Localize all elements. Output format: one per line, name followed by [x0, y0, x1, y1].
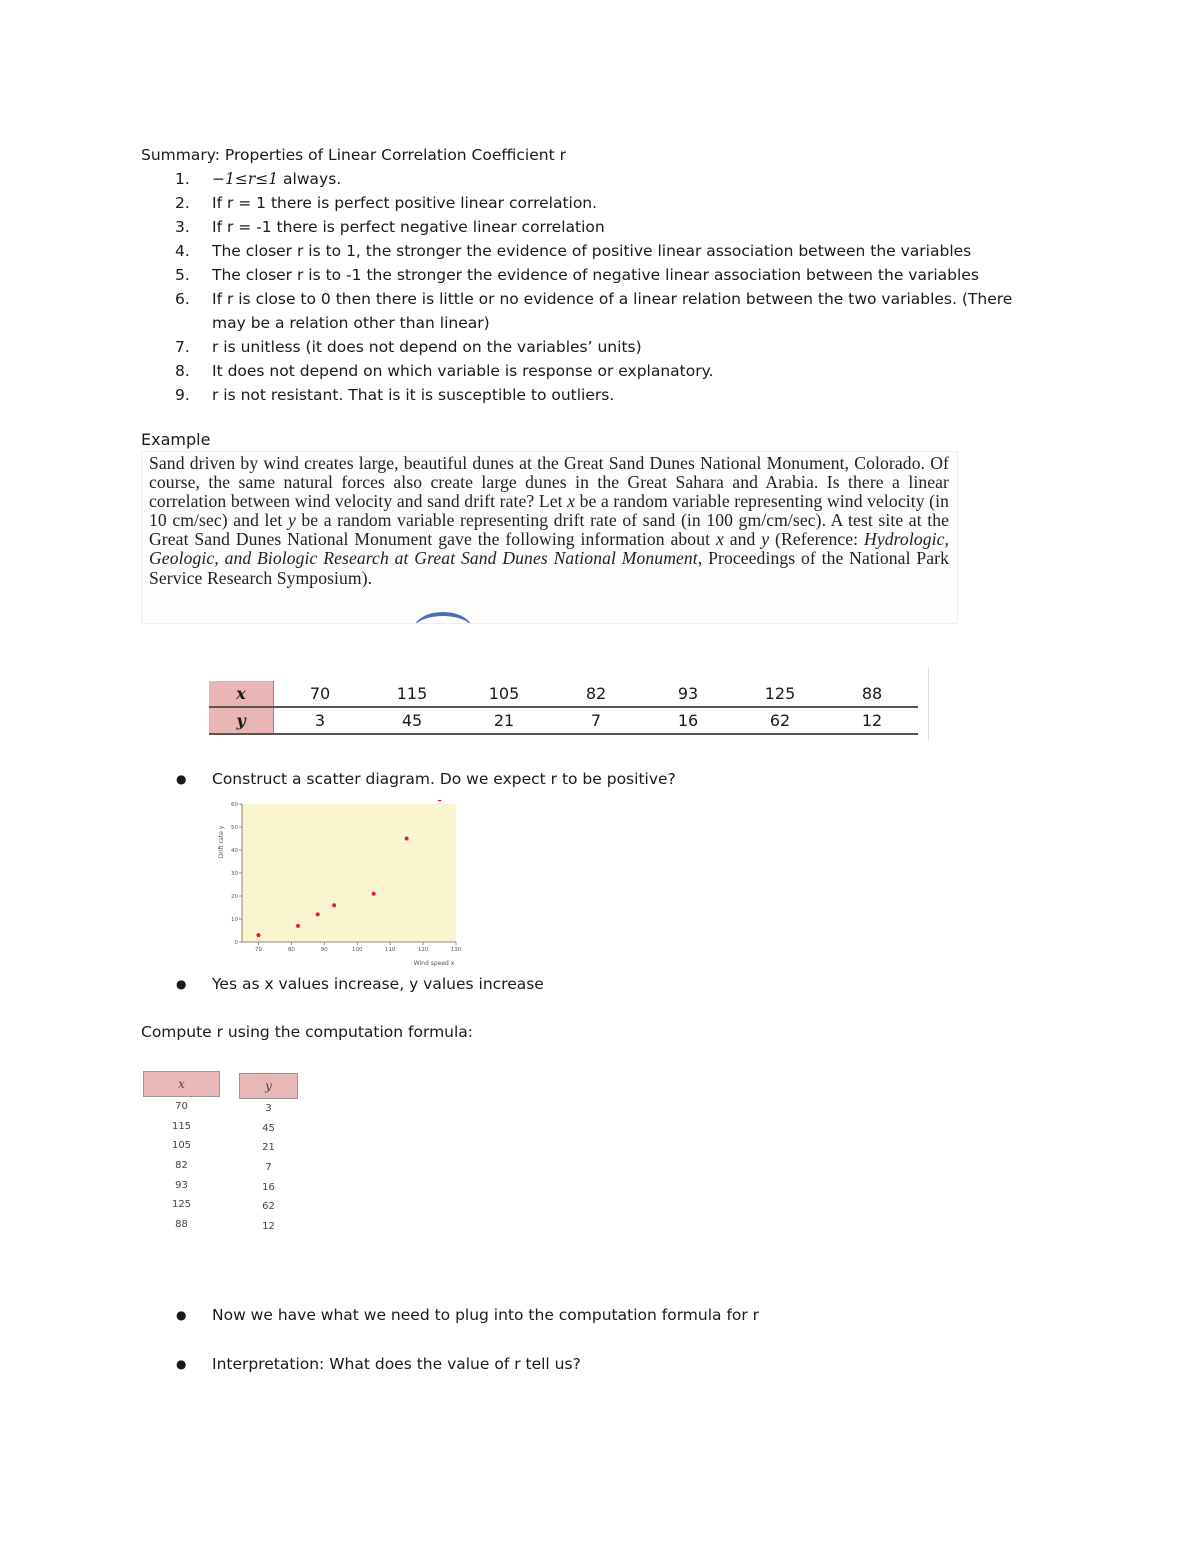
x-tick-label: 120 [417, 947, 429, 953]
table-cell: 105 [171, 1140, 192, 1152]
data-point [332, 903, 336, 907]
plot-background [242, 804, 456, 942]
bullet-icon: ● [176, 772, 187, 786]
inequality: −1≤r≤1 [212, 170, 279, 188]
table-cell: 21 [262, 1142, 275, 1154]
list-item: 6. If r is close to 0 then there is little or no evidence of a linear relation between the two variables. (There may be a relation other than linear) [175, 290, 1013, 332]
table-cell: 105 [458, 681, 550, 707]
list-item: 8. It does not depend on which variable is response or explanatory. [175, 362, 714, 380]
list-item: 5. The closer r is to -1 the stronger the evidence of negative linear association between the variables [175, 266, 979, 284]
data-point [405, 837, 409, 841]
properties-list [141, 167, 1032, 407]
table-cell: 7 [265, 1162, 272, 1174]
plug-in-note: Now we have what we need to plug into the computation formula for r [212, 1306, 760, 1324]
x-column-header: x [144, 1072, 220, 1097]
x-axis-label: Wind speed x [413, 960, 455, 967]
table-row-y [209, 707, 918, 734]
data-point [296, 924, 300, 928]
x-tick-label: 130 [450, 947, 462, 953]
table-cell: 7 [550, 707, 642, 734]
summary-title: Summary: Properties of Linear Correlation Coefficient r [141, 146, 566, 164]
y-tick-label: 40 [231, 848, 238, 854]
y-column-table [239, 1073, 298, 1236]
example-paragraph: Sand driven by wind creates large, beautiful dunes at the Great Sand Dunes National Monument, Colorado. Of course, the same natural forces also create large dunes in the Great Sahara and Arabia. Is there a linear correlation between wind velocity and sand drift rate? Let x be a random variable representing wind velocity (in 10 cm/sec) and let y be a random variable representing drift rate of sand (in 100 gm/cm/sec). A test site at the Great Sand Dunes National Monument gave the following information about x and y (Reference: Hydrologic, Geologic, and Biologic Research at Great Sand Dunes National Monument, Proceedings of the National Park Service Research Symposium). [149, 453, 950, 588]
x-column-table [143, 1071, 220, 1234]
interpretation-question: Interpretation: What does the value of r tell us? [212, 1355, 581, 1373]
example-title: Example [141, 430, 211, 449]
table-cell: 45 [262, 1122, 275, 1134]
y-ticks [231, 802, 242, 946]
bullet-icon: ● [176, 1357, 187, 1371]
data-table [209, 681, 918, 735]
table-cell: 45 [366, 707, 458, 734]
list-item: 1. −1≤r≤1 always. [175, 170, 342, 188]
data-point [438, 800, 442, 801]
example-textbook-excerpt [141, 451, 958, 624]
table-cell: 115 [366, 681, 458, 707]
scatter-chart [214, 800, 466, 970]
x-ticks [255, 942, 462, 953]
y-tick-label: 10 [231, 917, 238, 923]
table-cell: 12 [826, 707, 918, 734]
table-cell: 88 [175, 1218, 188, 1230]
y-tick-label: 30 [231, 871, 238, 877]
list-item: 3. If r = -1 there is perfect negative linear correlation [175, 218, 605, 236]
table-cell: 82 [550, 681, 642, 707]
table-cell: 88 [826, 681, 918, 707]
table-row-x [209, 681, 918, 707]
scatter-answer: Yes as x values increase, y values increase [212, 975, 544, 993]
table-cell: 3 [274, 707, 367, 734]
list-item: 2. If r = 1 there is perfect positive linear correlation. [175, 194, 598, 212]
table-cell: 93 [175, 1179, 188, 1191]
y-tick-label: 50 [231, 825, 238, 831]
table-cell: 62 [262, 1201, 275, 1213]
x-tick-label: 90 [320, 947, 328, 953]
blue-arc-decoration [414, 612, 472, 624]
y-axis-label: Drift rate y [218, 825, 225, 859]
list-item: 9. r is not resistant. That is it is susceptible to outliers. [175, 386, 615, 404]
bullet-icon: ● [176, 1308, 187, 1322]
y-tick-label: 0 [234, 940, 238, 946]
table-cell: 21 [458, 707, 550, 734]
divider [928, 668, 929, 740]
data-point [256, 933, 260, 937]
table-cell: 70 [175, 1101, 188, 1113]
table-cell: 12 [262, 1220, 275, 1232]
table-cell: 62 [734, 707, 826, 734]
y-tick-label: 20 [231, 894, 238, 900]
x-tick-label: 80 [287, 947, 295, 953]
table-cell: 16 [262, 1181, 275, 1193]
table-cell: 16 [642, 707, 734, 734]
table-cell: 93 [642, 681, 734, 707]
table-cell: 82 [175, 1160, 188, 1172]
list-item: 7. r is unitless (it does not depend on the variables’ units) [175, 338, 642, 356]
table-cell: 125 [734, 681, 826, 707]
data-point [316, 912, 320, 916]
table-cell: 70 [274, 681, 367, 707]
table-cell: 125 [171, 1199, 192, 1211]
y-header: y [209, 707, 274, 734]
compute-title: Compute r using the computation formula: [141, 1023, 474, 1041]
x-tick-label: 100 [351, 947, 363, 953]
x-tick-label: 110 [384, 947, 396, 953]
bullet-icon: ● [176, 977, 187, 991]
x-header: x [209, 681, 274, 707]
table-cell: 115 [171, 1120, 192, 1132]
data-point [372, 892, 376, 896]
x-tick-label: 70 [254, 947, 262, 953]
table-cell: 3 [265, 1103, 272, 1115]
y-column-header: y [240, 1074, 298, 1099]
list-item: 4. The closer r is to 1, the stronger the evidence of positive linear association between the variables [175, 242, 972, 260]
y-tick-label: 60 [231, 802, 238, 808]
scatter-question: Construct a scatter diagram. Do we expect r to be positive? [212, 770, 676, 788]
